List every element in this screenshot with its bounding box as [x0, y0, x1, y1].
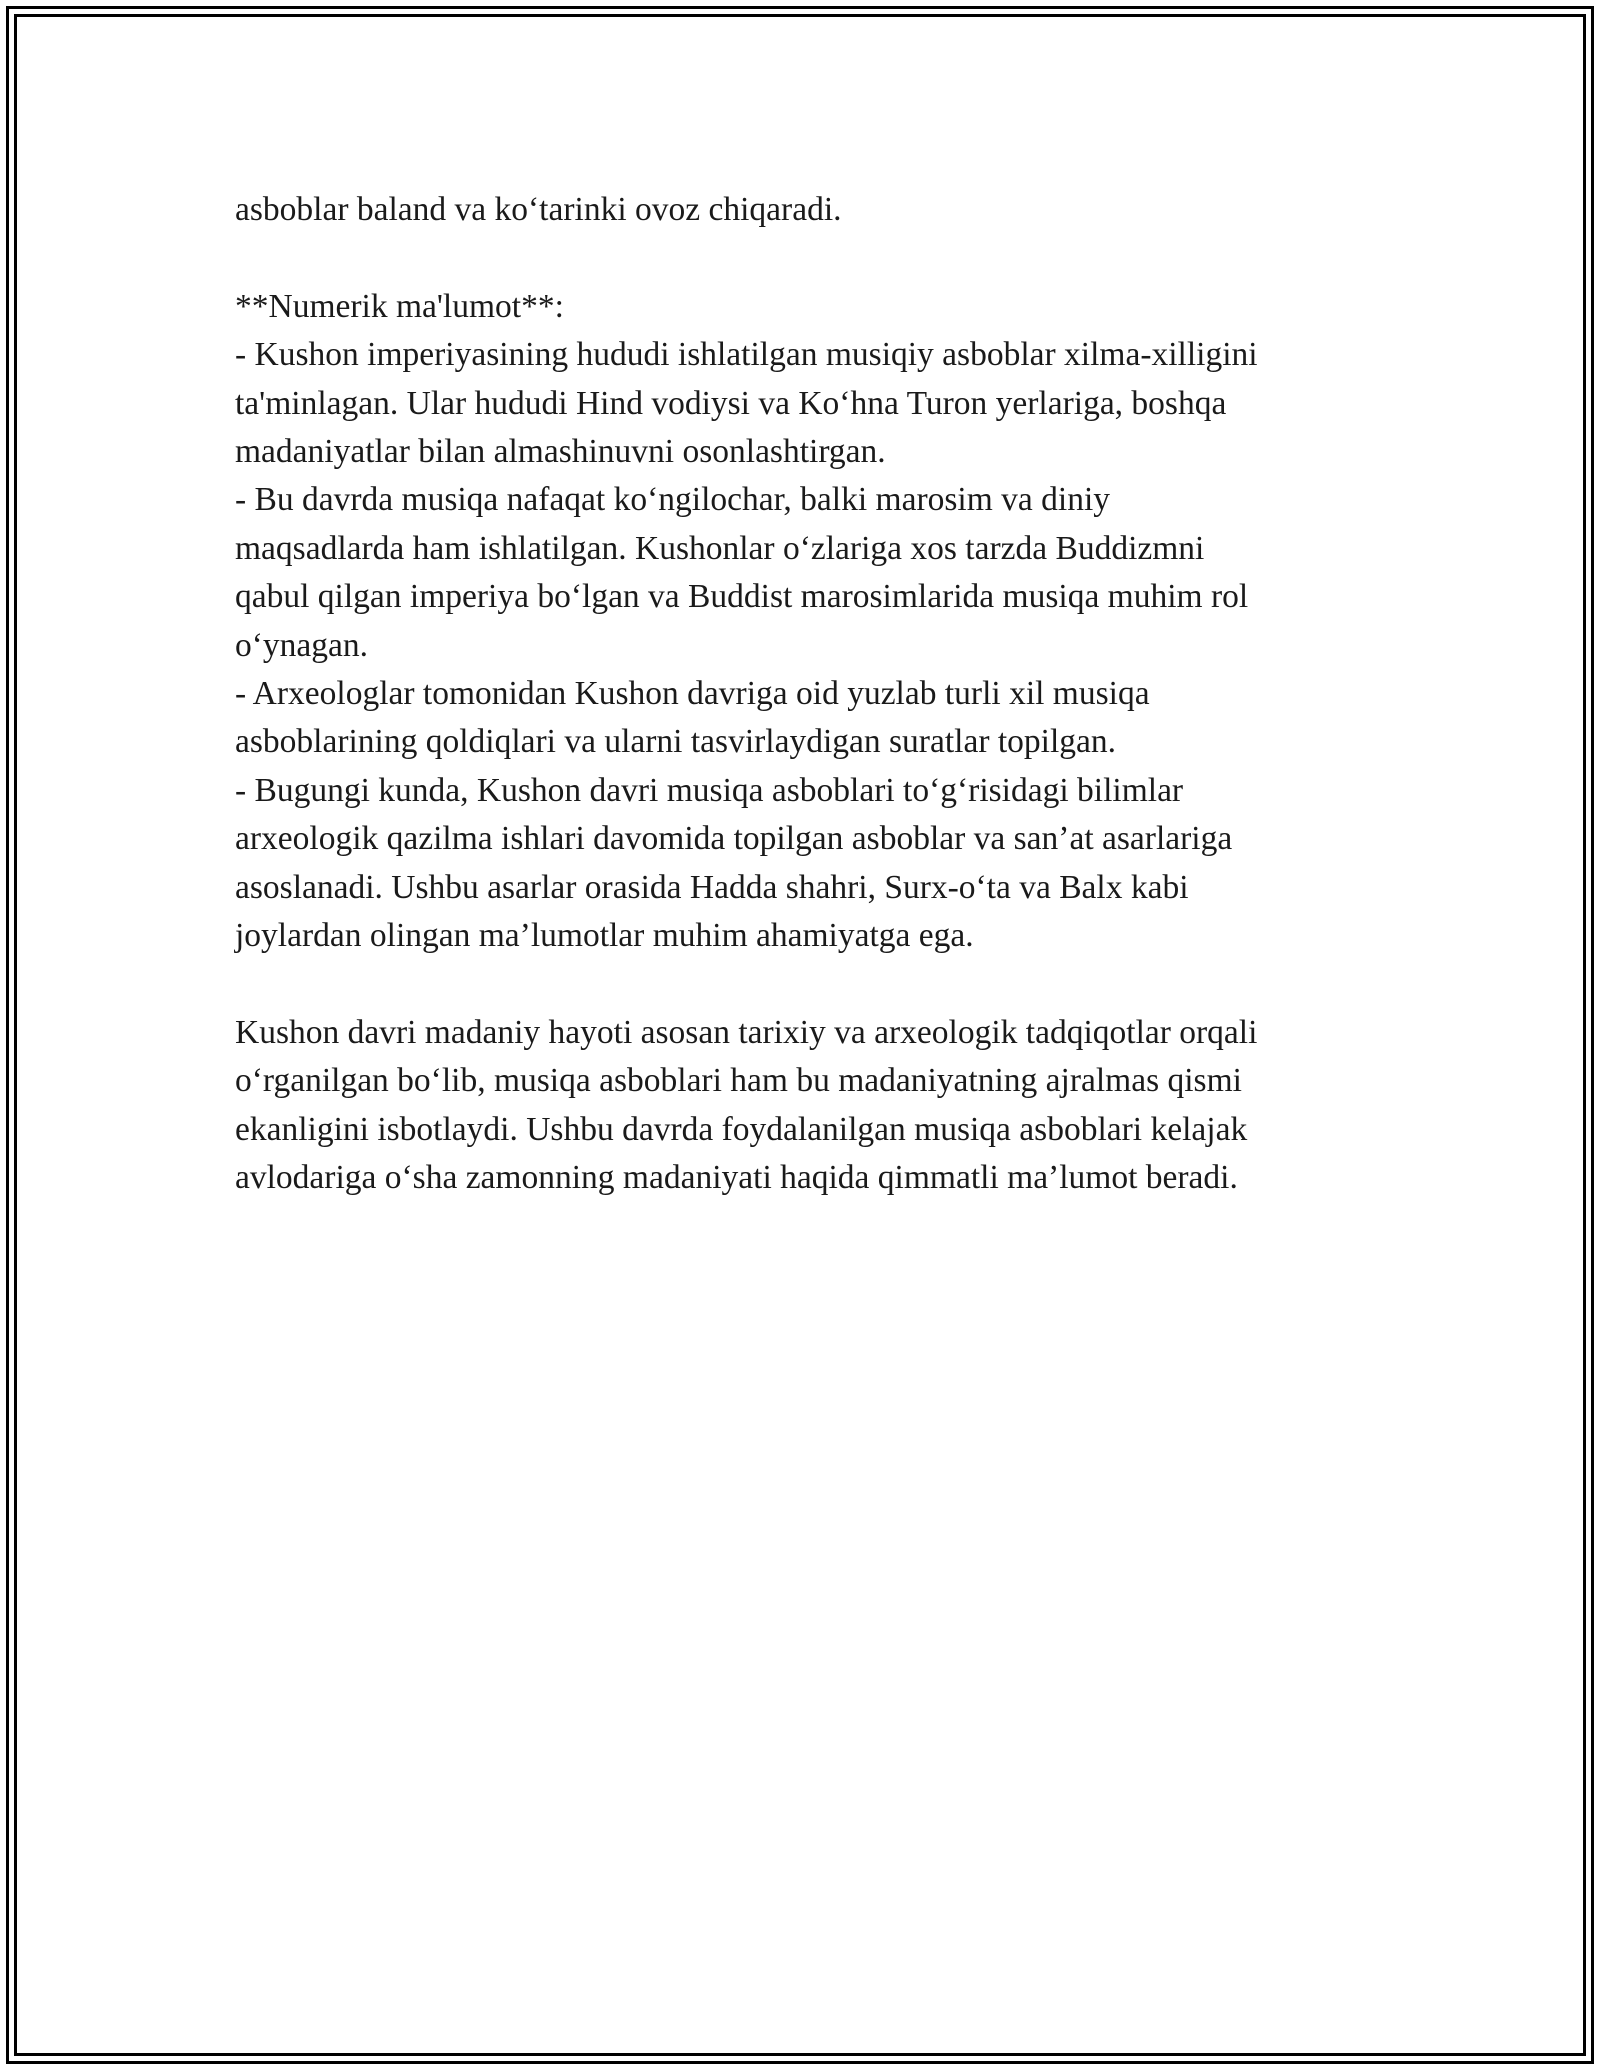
text-line: - Bu davrda musiqa nafaqat ko‘ngilochar, balki marosim va diniy — [235, 481, 1111, 519]
text-line: o‘ynagan. — [235, 626, 369, 664]
text-line: qabul qilgan imperiya bo‘lgan va Buddist marosimlarida musiqa muhim rol — [235, 578, 1249, 616]
document-body — [235, 186, 1365, 1203]
text-line: - Kushon imperiyasining hududi ishlatilgan musiqiy asboblar xilma-xilligini — [235, 336, 1258, 374]
blank-line — [235, 234, 1365, 282]
text-line: asoslanadi. Ushbu asarlar orasida Hadda shahri, Surx-o‘ta va Balx kabi — [235, 868, 1189, 906]
text-line: joylardan olingan ma’lumotlar muhim ahamiyatga ega. — [235, 917, 974, 955]
blank-line — [235, 960, 1365, 1008]
text-line: asboblar baland va ko‘tarinki ovoz chiqaradi. — [235, 191, 842, 228]
text-line: ekanligini isbotlaydi. Ushbu davrda foydalanilgan musiqa asboblari kelajak — [235, 1110, 1248, 1148]
text-line: avlodariga o‘sha zamonning madaniyati haqida qimmatli ma’lumot beradi. — [235, 1159, 1238, 1197]
text-line: Kushon davri madaniy hayoti asosan tarixiy va arxeologik tadqiqotlar orqali — [235, 1013, 1258, 1051]
text-line: asboblarining qoldiqlari va ularni tasvirlaydigan suratlar topilgan. — [235, 723, 1117, 761]
section-heading: **Numerik ma'lumot**: — [235, 287, 564, 325]
text-line: ta'minlagan. Ular hududi Hind vodiysi va Ko‘hna Turon yerlariga, boshqa — [235, 384, 1227, 422]
text-line: o‘rganilgan bo‘lib, musiqa asboblari ham bu madaniyatning ajralmas qismi — [235, 1062, 1242, 1100]
text-line: maqsadlarda ham ishlatilgan. Kushonlar o‘zlariga xos tarzda Buddizmni — [235, 529, 1205, 567]
text-line: arxeologik qazilma ishlari davomida topilgan asboblar va san’at asarlariga — [235, 820, 1233, 858]
text-line: - Arxeologlar tomonidan Kushon davriga oid yuzlab turli xil musiqa — [235, 675, 1150, 713]
text-line: madaniyatlar bilan almashinuvni osonlashtirgan. — [235, 433, 886, 471]
text-line: - Bugungi kunda, Kushon davri musiqa asboblari to‘g‘risidagi bilimlar — [235, 771, 1184, 809]
